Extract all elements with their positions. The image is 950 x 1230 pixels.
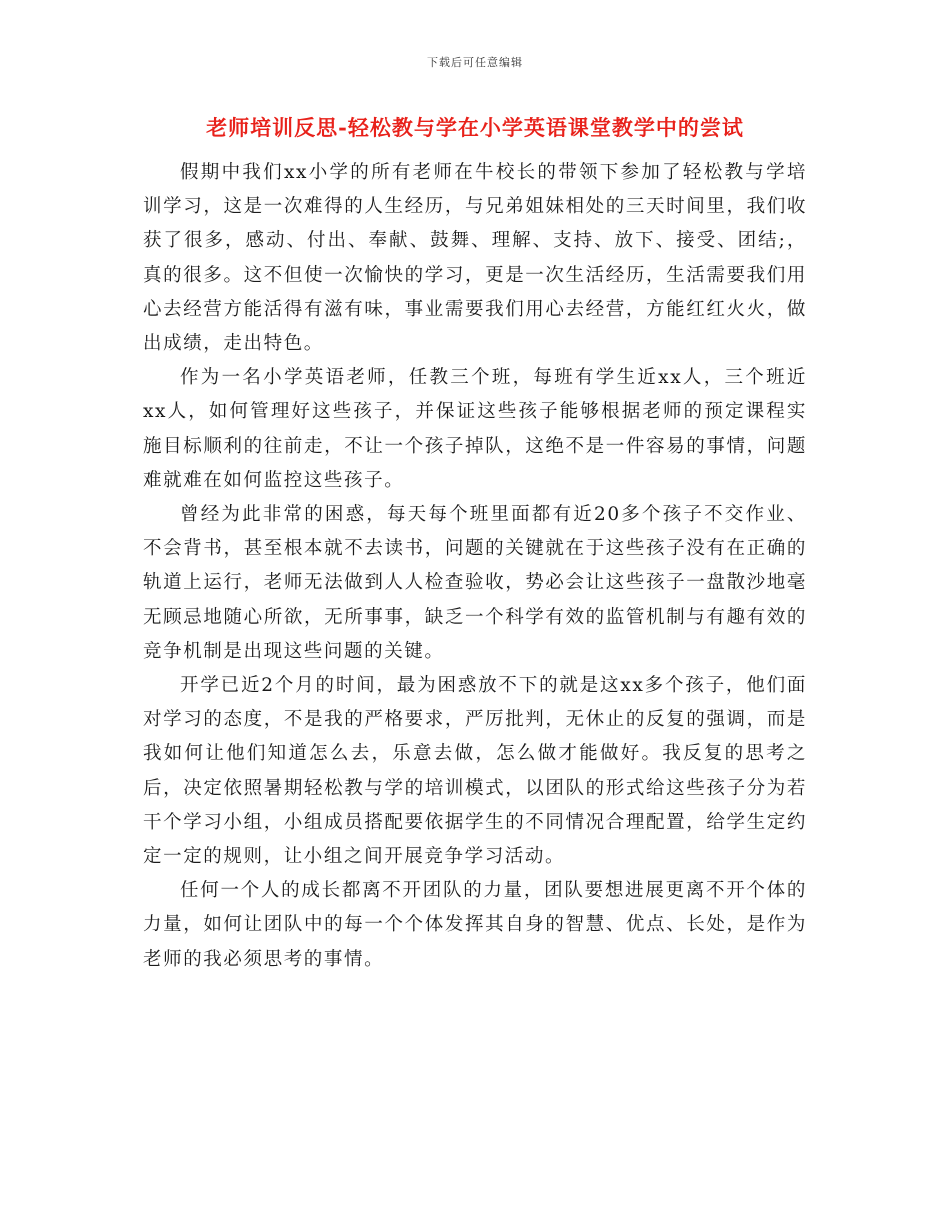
paragraph-2: 作为一名小学英语老师，任教三个班，每班有学生近xx人，三个班近xx人，如何管理好这些孩子，并保证这些孩子能够根据老师的预定课程实施目标顺利的往前走，不让一个孩子掉队，这绝不是一件容易的事情，问题难就难在如何监控这些孩子。 [143, 367, 807, 491]
paragraph-4: 开学已近2个月的时间，最为困惑放不下的就是这xx多个孩子，他们面对学习的态度，不是我的严格要求，严厉批判，无休止的反复的强调，而是我如何让他们知道怎么去，乐意去做，怎么做才能做好。我反复的思考之后，决定依照暑期轻松教与学的培训模式，以团队的形式给这些孩子分为若干个学习小组，小组成员搭配要依据学生的不同情况合理配置，给学生定约定一定的规则，让小组之间开展竞争学习活动。 [143, 675, 807, 868]
paragraph-3: 曾经为此非常的困惑，每天每个班里面都有近20多个孩子不交作业、不会背书，甚至根本就不去读书，问题的关键就在于这些孩子没有在正确的轨道上运行，老师无法做到人人检查验收，势必会让这些孩子一盘散沙地毫无顾忌地随心所欲，无所事事，缺乏一个科学有效的监管机制与有趣有效的竞争机制是出现这些问题的关键。 [143, 504, 807, 662]
paragraph-5: 任何一个人的成长都离不开团队的力量，团队要想进展更离不开个体的力量，如何让团队中的每一个个体发挥其自身的智慧、优点、长处，是作为老师的我必须思考的事情。 [143, 880, 807, 970]
header-note: 下载后可任意编辑 [427, 56, 523, 69]
document-body [143, 156, 807, 977]
document-title: 老师培训反思-轻松教与学在小学英语课堂教学中的尝试 [206, 115, 744, 140]
paragraph-1: 假期中我们xx小学的所有老师在牛校长的带领下参加了轻松教与学培训学习，这是一次难得的人生经历，与兄弟姐妹相处的三天时间里，我们收获了很多，感动、付出、奉献、鼓舞、理解、支持、放下、接受、团结;，真的很多。这不但使一次愉快的学习，更是一次生活经历，生活需要我们用心去经营方能活得有滋有味，事业需要我们用心去经营，方能红红火火，做出成绩，走出特色。 [143, 162, 807, 355]
